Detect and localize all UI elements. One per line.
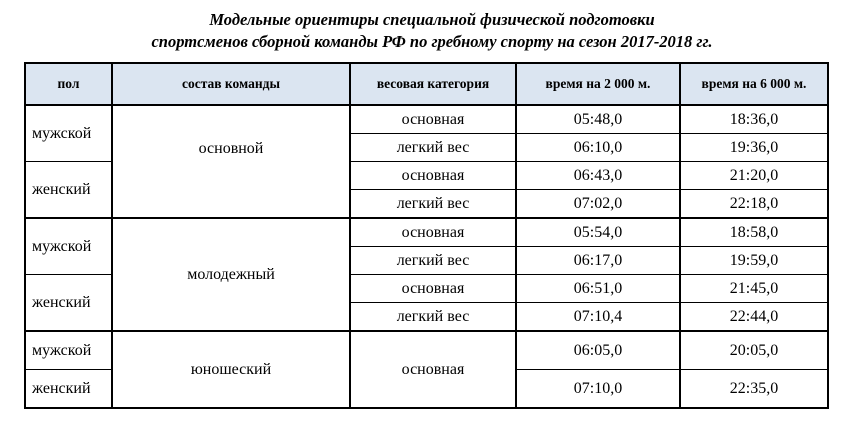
gender-cell: мужской — [25, 218, 112, 275]
time-2000-cell: 06:17,0 — [516, 247, 680, 275]
weight-cell: легкий вес — [350, 134, 516, 162]
document-title-line-1: Модельные ориентиры специальной физической подготовки — [209, 10, 655, 29]
time-2000-cell: 07:10,0 — [516, 370, 680, 409]
time-2000-cell: 06:51,0 — [516, 275, 680, 303]
weight-cell: легкий вес — [350, 190, 516, 219]
header-time-2000m: время на 2 000 м. — [516, 63, 680, 105]
gender-cell: женский — [25, 370, 112, 409]
table-header-row — [25, 63, 828, 105]
weight-cell: основная — [350, 162, 516, 190]
table-row — [25, 331, 828, 370]
table-row — [25, 105, 828, 134]
time-2000-cell: 05:48,0 — [516, 105, 680, 134]
time-6000-cell: 18:36,0 — [680, 105, 828, 134]
table-row — [25, 218, 828, 247]
time-2000-cell: 05:54,0 — [516, 218, 680, 247]
header-team: состав команды — [112, 63, 350, 105]
team-cell: основной — [112, 105, 350, 218]
time-6000-cell: 19:59,0 — [680, 247, 828, 275]
header-time-6000m: время на 6 000 м. — [680, 63, 828, 105]
gender-cell: мужской — [25, 331, 112, 370]
gender-cell: мужской — [25, 105, 112, 162]
weight-cell: легкий вес — [350, 247, 516, 275]
time-2000-cell: 06:10,0 — [516, 134, 680, 162]
time-6000-cell: 22:44,0 — [680, 303, 828, 332]
time-2000-cell: 07:10,4 — [516, 303, 680, 332]
time-6000-cell: 21:45,0 — [680, 275, 828, 303]
time-2000-cell: 06:05,0 — [516, 331, 680, 370]
time-2000-cell: 06:43,0 — [516, 162, 680, 190]
time-6000-cell: 21:20,0 — [680, 162, 828, 190]
model-benchmarks-table — [24, 62, 829, 409]
weight-cell: основная — [350, 331, 516, 408]
time-2000-cell: 07:02,0 — [516, 190, 680, 219]
time-6000-cell: 19:36,0 — [680, 134, 828, 162]
weight-cell: основная — [350, 105, 516, 134]
document-title-line-2: спортсменов сборной команды РФ по гребному спорту на сезон 2017-2018 гг. — [151, 32, 713, 51]
time-6000-cell: 20:05,0 — [680, 331, 828, 370]
header-gender: пол — [25, 63, 112, 105]
time-6000-cell: 18:58,0 — [680, 218, 828, 247]
header-weight-category: весовая категория — [350, 63, 516, 105]
gender-cell: женский — [25, 275, 112, 332]
weight-cell: основная — [350, 218, 516, 247]
gender-cell: женский — [25, 162, 112, 219]
time-6000-cell: 22:35,0 — [680, 370, 828, 409]
weight-cell: основная — [350, 275, 516, 303]
team-cell: юношеский — [112, 331, 350, 408]
time-6000-cell: 22:18,0 — [680, 190, 828, 219]
weight-cell: легкий вес — [350, 303, 516, 332]
team-cell: молодежный — [112, 218, 350, 331]
